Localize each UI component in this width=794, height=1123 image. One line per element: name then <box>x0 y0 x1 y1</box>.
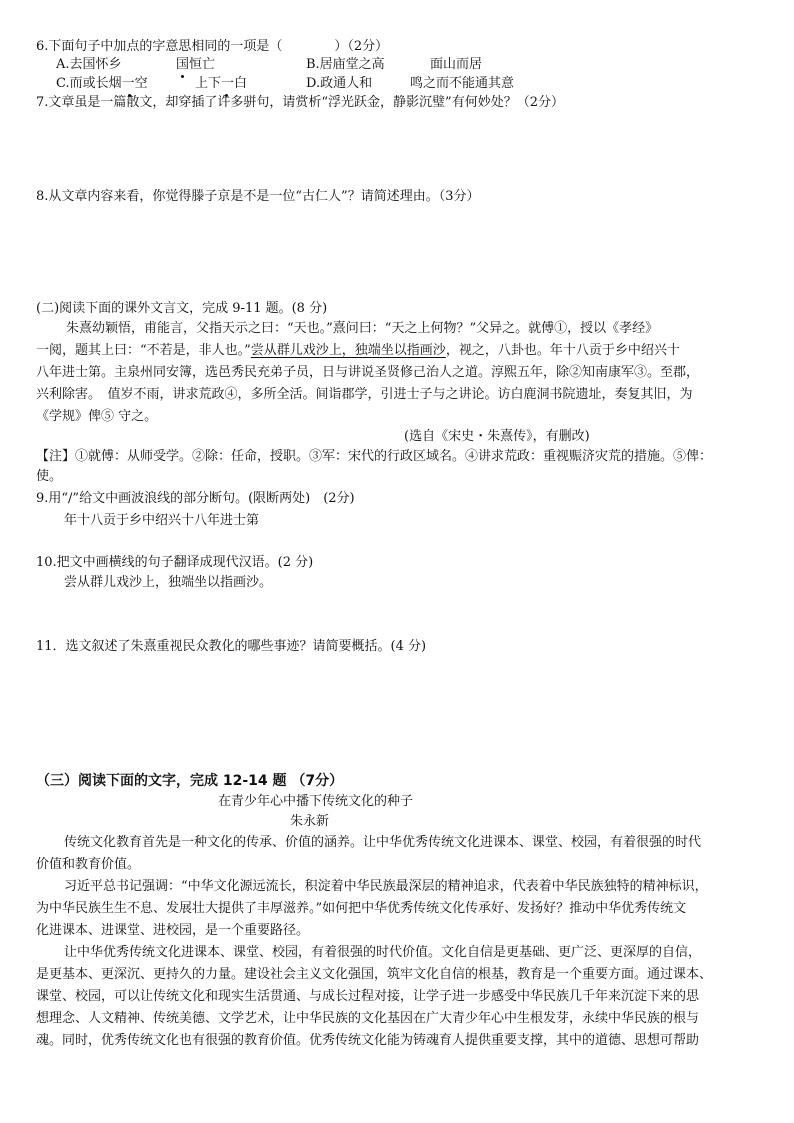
q6-option-d: D.政通人和 <box>306 76 373 91</box>
part2-line-1: 朱熹幼颖悟，甫能言，父指天示之曰：“天也。”熹问曰：“天之上何物？”父异之。就傅①，授以《孝经》 <box>66 321 659 336</box>
part3-line-4: 为中华民族生生不息、发展壮大提供了丰厚滋养。”如何把中华优秀传统文化传承好、发扬好？推动中华优秀传统文 <box>36 901 687 916</box>
q9-stem: 9.用“/”给文中画波浪线的部分断句。(限断两处) (2分) <box>36 491 355 506</box>
part3-author: 朱永新 <box>290 814 330 829</box>
underlined-sentence: 尝从群儿戏沙上，独端坐以指画沙 <box>250 343 446 358</box>
part3-line-2: 价值和教育价值。 <box>36 857 141 872</box>
part2-note-2: 使。 <box>36 469 63 484</box>
part3-line-6: 让中华优秀传统文化进课本、课堂、校园，有着很强的时代价值。文化自信是更基础、更广泛、更深厚的自信， <box>64 945 702 960</box>
q7-stem: 7.文章虽是一篇散文，却穿插了许多骈句，请赏析“浮光跃金，静影沉璧”有何妙处？（2分） <box>36 95 564 110</box>
q6-option-b-2: 面山而居 <box>430 57 483 72</box>
q6-option-d-2: 鸣之而不能通其意 <box>410 76 515 91</box>
q10-text: 尝从群儿戏沙上，独端坐以指画沙。 <box>64 575 273 590</box>
part3-title: 在青少年心中播下传统文化的种子 <box>218 794 414 809</box>
part3-line-8: 课堂、校园，可以让传统文化和现实生活贯通、与成长过程对接，让学子进一步感受中华民族几千年来沉淀下来的思 <box>36 989 700 1004</box>
part3-line-3: 习近平总书记强调：“中华文化源远流长，积淀着中华民族最深层的精神追求，代表着中华民族独特的精神标识， <box>64 879 708 894</box>
part3-heading: （三）阅读下面的文字，完成 12-14 题 （7分） <box>36 773 344 789</box>
part3-line-7: 是更基本、更深沉、更持久的力量。建设社会主义文化强国，筑牢文化自信的根基，教育是一个重要方面。通过课本、 <box>36 967 713 982</box>
part3-line-9: 想理念、人文精神、传统美德、文学艺术，让中华民族的文化基因在广大青少年心中生根发芽，永续中华民族的根与 <box>36 1011 700 1026</box>
part2-heading: (二)阅读下面的课外文言文，完成 9-11 题。(8 分) <box>36 301 328 316</box>
part2-line-4: 兴利除害。 值岁不雨，讲求荒政④，多所全活。间诣郡学，引进士子与之讲论。访白鹿洞书院遗址，奏复其旧，为 <box>36 387 693 402</box>
q6-option-a-2: 国恒亡 <box>176 57 216 72</box>
part2-note-1: 【注】①就傅：从师受学。②除：任命，授职。③军：宋代的行政区域名。④讲求荒政：重视赈济灾荒的措施。⑤俾： <box>36 449 713 464</box>
q6-option-b: B.居庙堂之高 <box>306 57 385 72</box>
part3-line-10: 魂。同时，优秀传统文化也有很强的教育价值。优秀传统文化能为铸魂育人提供重要支撑，其中的道德、思想可帮助 <box>36 1033 700 1048</box>
q6-stem: 6.下面句子中加点的字意思相同的一项是（ ）（2分） <box>36 39 389 54</box>
q11-stem: 11．选文叙述了朱熹重视民众教化的哪些事迹？请简要概括。(4 分) <box>36 639 427 654</box>
q6-option-c-2: 上下一白 <box>195 76 248 91</box>
q6-option-c: C.而或长烟一空 <box>56 76 148 91</box>
part2-line-2: 一阅，题其上曰：“不若是，非人也。”尝从群儿戏沙上，独端坐以指画沙，视之，八卦也。年十八贡于乡中绍兴十 <box>36 343 680 358</box>
q6-option-a: A.去国怀乡 <box>56 57 122 72</box>
q9-text: 年十八贡于乡中绍兴十八年进士第 <box>64 513 260 528</box>
part3-line-1: 传统文化教育首先是一种文化的传承、价值的涵养。让中华优秀传统文化进课本、课堂、校园，有着很强的时代 <box>64 835 702 850</box>
q10-stem: 10.把文中画横线的句子翻译成现代汉语。(2 分) <box>36 555 314 570</box>
q8-stem: 8.从文章内容来看，你觉得滕子京是不是一位“古仁人”？请简述理由。（3分） <box>36 189 480 204</box>
part2-line-3: 八年进士第。主泉州同安簿，选邑秀民充弟子员，日与讲说圣贤修己治人之道。淳熙五年，除②知南康军③。至郡， <box>36 365 700 380</box>
part2-line-5: 《学规》俾⑤ 守之。 <box>36 409 158 424</box>
part3-line-5: 化进课本、进课堂、进校园，是一个重要路径。 <box>36 923 310 938</box>
part2-source: (选自《宋史・朱熹传》，有删改) <box>404 429 590 444</box>
emphasis-dot <box>181 75 184 78</box>
